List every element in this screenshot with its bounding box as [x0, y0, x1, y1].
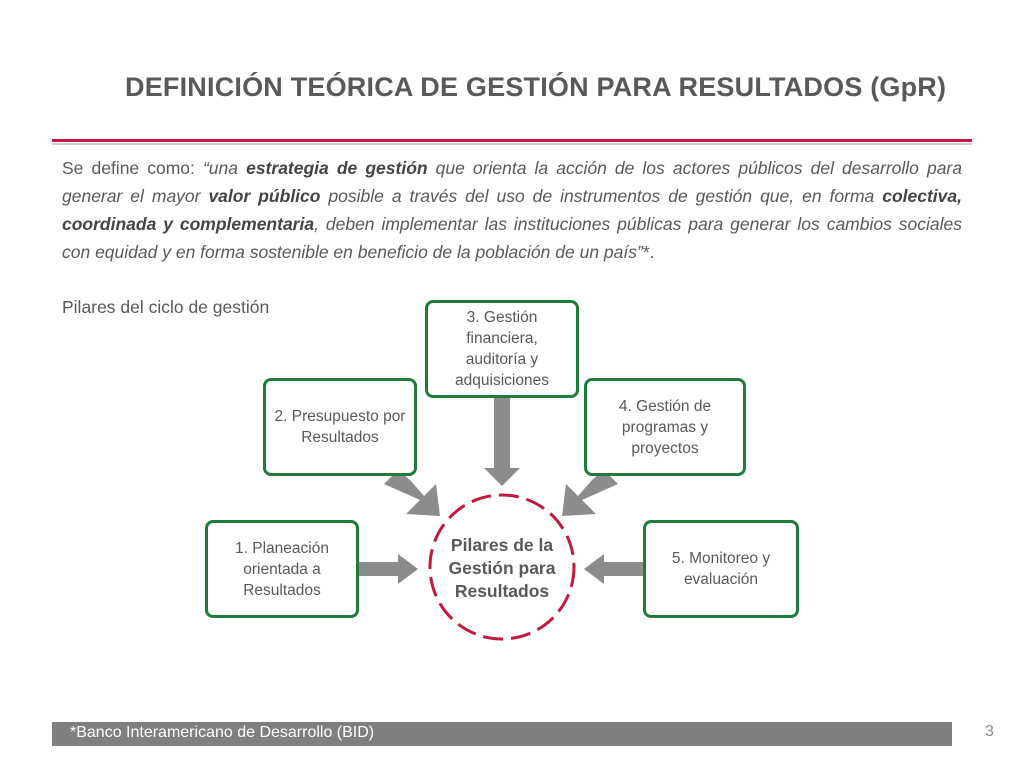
node-gestion-financiera: 3. Gestión financiera, auditoría y adquisiciones — [425, 300, 579, 398]
definition-bold-2: valor público — [208, 186, 321, 206]
footer-source: *Banco Interamericano de Desarrollo (BID) — [70, 724, 375, 741]
definition-text-3: que orienta la acción de los actores públicos del desarrollo para generar el mayor — [62, 158, 962, 206]
arrow-node-4 — [562, 470, 618, 516]
definition-text-5: , deben implementar las instituciones públicas para generar los cambios sociales con equidad y en forma sostenible en beneficio de la población de un país” — [62, 214, 962, 262]
definition-text-4: posible a través del uso de instrumentos de gestión que, en forma — [320, 186, 883, 206]
arrow-node-3 — [484, 396, 520, 486]
arrow-node-5 — [584, 554, 644, 584]
slide-title: DEFINICIÓN TEÓRICA DE GESTIÓN PARA RESULTADOS (GpR) — [125, 72, 947, 102]
node-planeacion: 1. Planeación orientada a Resultados — [205, 520, 359, 618]
definition-bold-3: colectiva, coordinada y complementaria — [62, 186, 962, 234]
arrow-node-2 — [384, 470, 440, 516]
definition-bold-1: estrategia de gestión — [246, 158, 428, 178]
node-monitoreo: 5. Monitoreo y evaluación — [643, 520, 799, 618]
center-label: Pilares de la Gestión para Resultados — [448, 535, 556, 601]
node-presupuesto: 2. Presupuesto por Resultados — [263, 378, 417, 476]
definition-text-6: *. — [642, 242, 655, 262]
page-number: 3 — [985, 723, 994, 740]
node-gestion-programas: 4. Gestión de programas y proyectos — [584, 378, 746, 476]
definition-text-2: “una — [202, 158, 247, 178]
arrow-node-1 — [358, 554, 418, 584]
pillars-label: Pilares del ciclo de gestión — [62, 297, 270, 317]
definition-text-1: Se define como: — [62, 158, 203, 178]
